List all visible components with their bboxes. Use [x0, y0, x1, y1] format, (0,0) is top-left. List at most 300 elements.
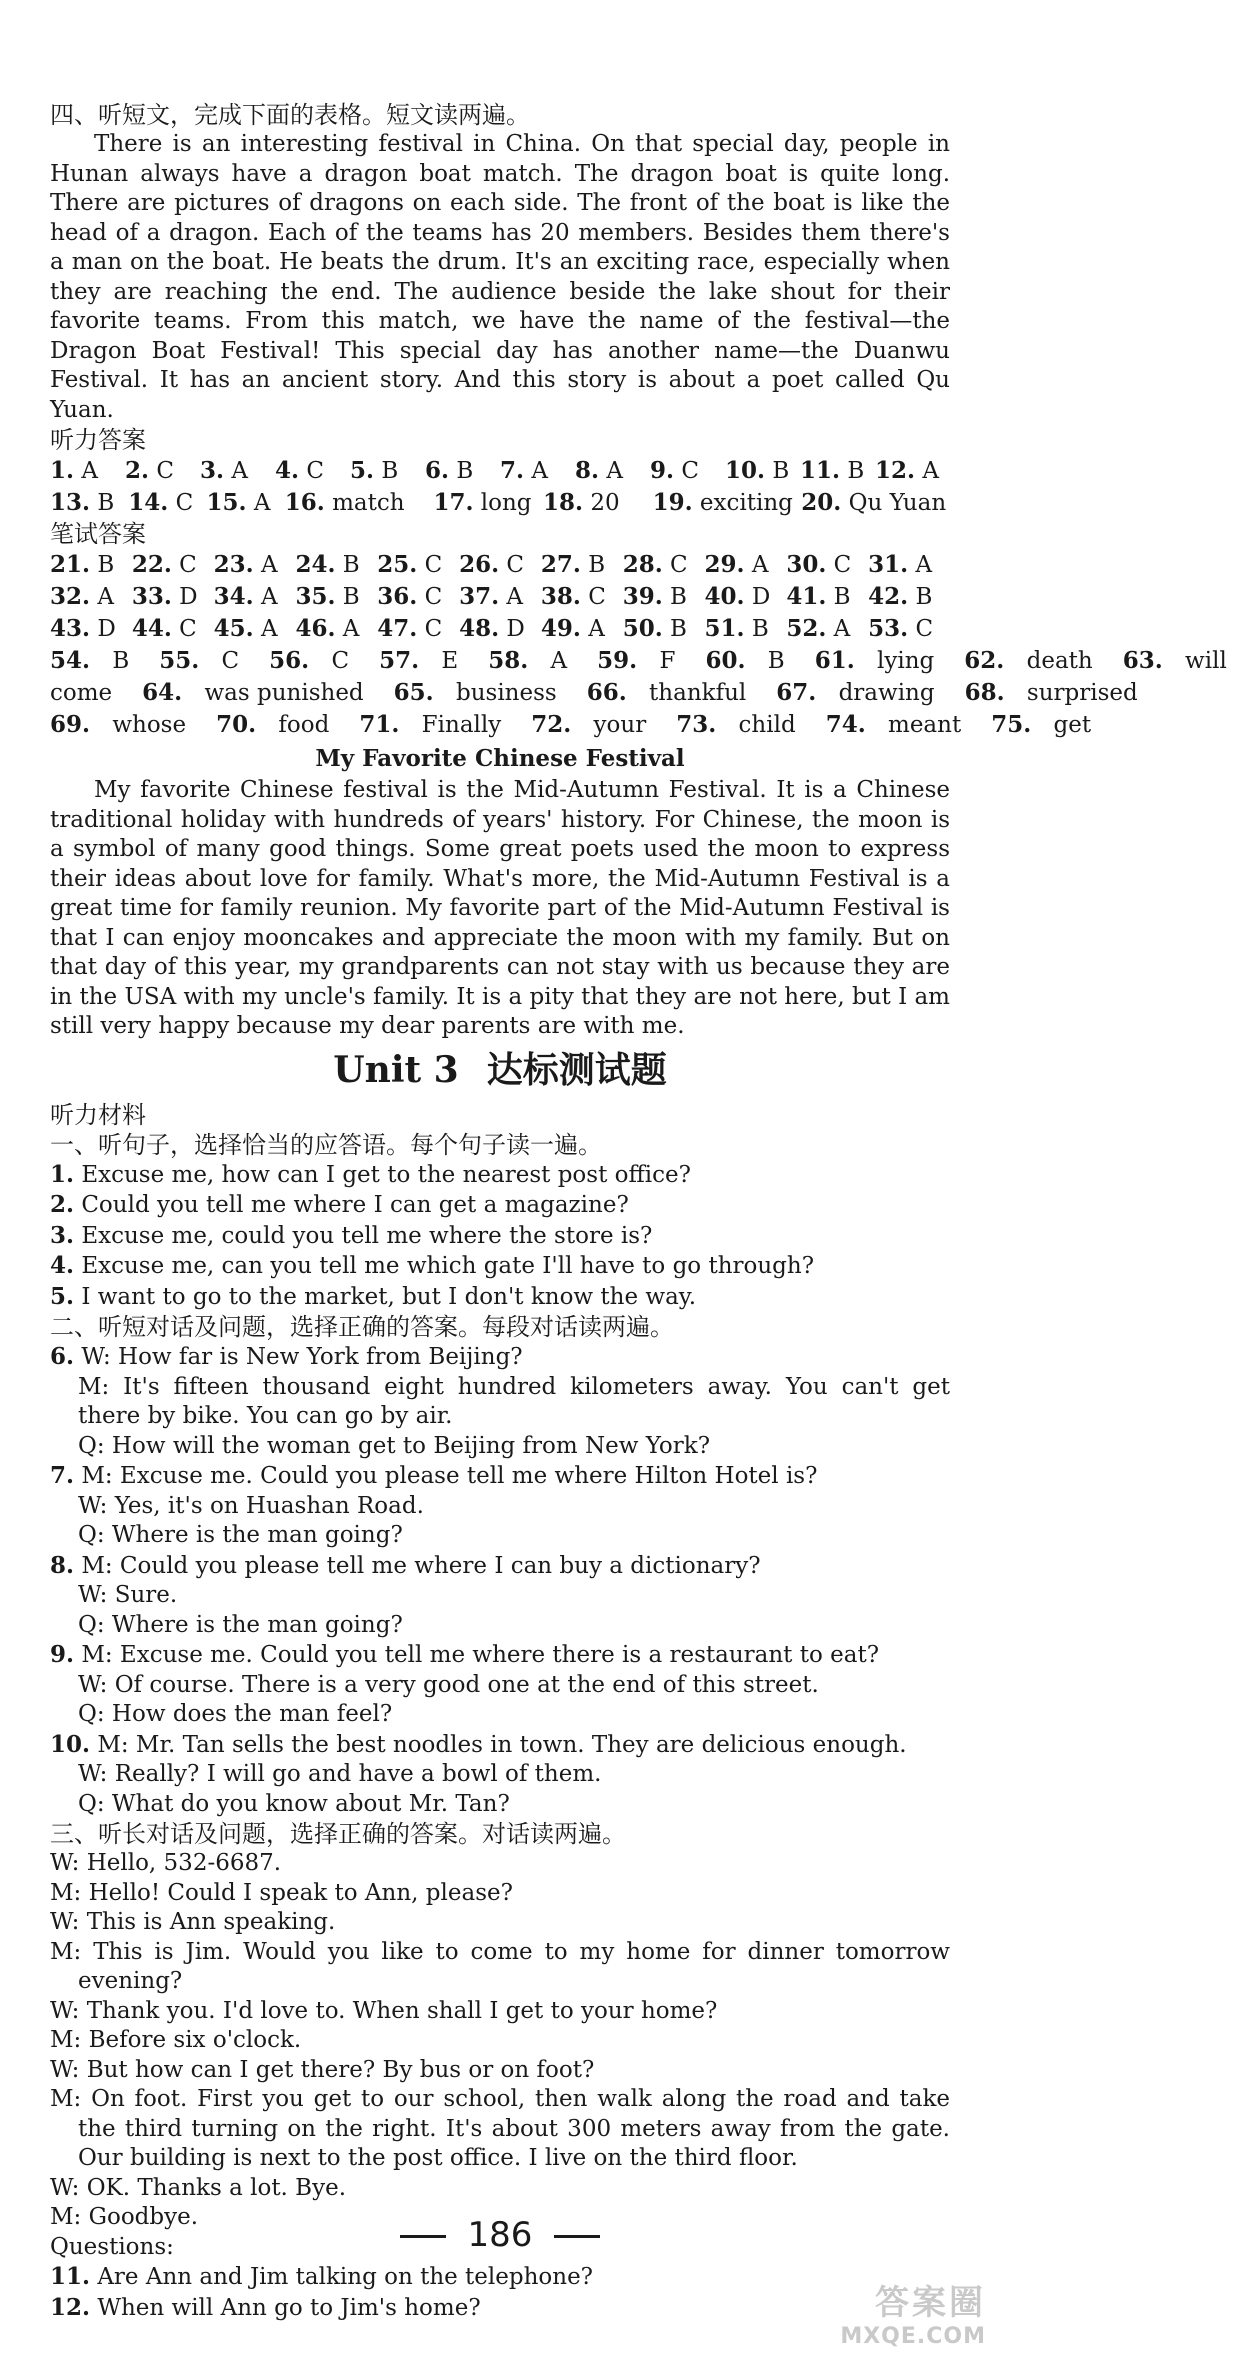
- dialog-line: [50, 1730, 950, 1761]
- answer-value: B: [840, 458, 865, 484]
- answer-value: C: [214, 648, 240, 674]
- answer-item: [801, 487, 950, 519]
- part2-heading: 二、听短对话及问题，选择正确的答案。每段对话读两遍。: [50, 1313, 674, 1341]
- answer-item: [132, 549, 214, 581]
- dialog-line: M: This is Jim. Would you like to come to my home for dinner tomorrow evening?: [50, 1938, 950, 1994]
- answer-number: 57.: [379, 647, 420, 674]
- item-text: I want to go to the market, but I don't know the way.: [74, 1283, 697, 1310]
- answer-number: 74.: [825, 711, 866, 738]
- answer-number: 47.: [377, 615, 418, 642]
- answer-value: A: [543, 648, 568, 674]
- answer-value: get: [1046, 712, 1092, 738]
- answer-number: 58.: [488, 647, 529, 674]
- answer-item: [132, 581, 214, 613]
- dialog-text: Q: What do you know about Mr. Tan?: [78, 1790, 510, 1817]
- answer-item: [725, 455, 800, 487]
- written-answers-row-4: [50, 645, 1227, 677]
- answer-item: [500, 455, 575, 487]
- watermark: [840, 2275, 986, 2349]
- part3-dialog: [50, 1849, 950, 2233]
- answer-value: surprised: [1019, 680, 1138, 706]
- answer-value: B: [662, 616, 687, 642]
- unit3-title: [50, 1044, 950, 1096]
- answer-value: B: [908, 584, 933, 610]
- item-number: 11.: [50, 2263, 91, 2290]
- dialog-line: [50, 1790, 950, 1820]
- answer-value: B: [760, 648, 785, 674]
- answer-number: 44.: [131, 615, 172, 642]
- answer-value: C: [417, 584, 443, 610]
- answer-number: 46.: [295, 615, 336, 642]
- questions-list: [50, 2262, 950, 2323]
- item-text: Excuse me, could you tell me where the store is?: [74, 1222, 653, 1249]
- listening-answers-row-1: [50, 455, 950, 487]
- dialog-line: W: Hello, 532-6687.: [50, 1850, 282, 1876]
- answer-item: [379, 648, 473, 674]
- dialog-number: 7.: [50, 1462, 75, 1489]
- answer-item: [623, 549, 705, 581]
- answer-value: E: [434, 648, 459, 674]
- part1-list: [50, 1160, 950, 1313]
- answer-value: food: [271, 712, 330, 738]
- answer-item: [488, 648, 582, 674]
- answer-value: A: [335, 616, 360, 642]
- answer-value: B: [90, 552, 115, 578]
- answer-value: C: [908, 616, 934, 642]
- answer-item: [285, 487, 434, 519]
- answer-value: A: [253, 616, 278, 642]
- dialog-text: W: Yes, it's on Huashan Road.: [78, 1492, 424, 1519]
- answer-item: [705, 581, 787, 613]
- answer-value: B: [90, 490, 115, 516]
- answer-number: 59.: [597, 647, 638, 674]
- answer-item: [214, 549, 296, 581]
- listening-answers-label: 听力答案: [50, 426, 146, 454]
- item-number: 4.: [50, 1252, 75, 1279]
- answer-item: [377, 581, 459, 613]
- answer-item: [653, 487, 802, 519]
- page-number-dash-left: [400, 2235, 446, 2238]
- page-number: [0, 2215, 1000, 2255]
- answer-item: [377, 613, 459, 645]
- answer-number: 32.: [50, 583, 91, 610]
- answer-value: D: [744, 584, 771, 610]
- answer-item: [650, 455, 725, 487]
- answer-item: [425, 455, 500, 487]
- dialog-number: 10.: [50, 1730, 91, 1758]
- answer-item: [295, 581, 377, 613]
- answer-value: F: [652, 648, 676, 674]
- answer-item: [295, 549, 377, 581]
- answer-item: [459, 581, 541, 613]
- answer-value: A: [253, 552, 278, 578]
- answer-item: [543, 487, 653, 519]
- answer-item: [207, 487, 285, 519]
- answer-item: [705, 648, 799, 674]
- dialog-line: [50, 1611, 950, 1641]
- answer-value: B: [449, 458, 474, 484]
- answer-item: [132, 613, 214, 645]
- answer-number: 19.: [652, 489, 693, 516]
- answer-number: 50.: [622, 615, 663, 642]
- answer-item: [541, 613, 623, 645]
- answer-value: A: [599, 458, 623, 484]
- dialog-text: M: Excuse me. Could you please tell me where Hilton Hotel is?: [74, 1463, 818, 1489]
- dialog-line: W: Thank you. I'd love to. When shall I get to your home?: [50, 1997, 718, 2024]
- answer-item: [50, 455, 125, 487]
- answer-number: 7.: [500, 457, 525, 484]
- answer-item: [965, 680, 1153, 706]
- dialog-line: W: But how can I get there? By bus or on foot?: [50, 2056, 595, 2083]
- answer-value: A: [580, 616, 605, 642]
- dialog-line: [50, 1581, 950, 1611]
- answer-number: 4.: [275, 457, 300, 484]
- answer-number: 16.: [284, 489, 325, 516]
- answer-number: 56.: [269, 647, 310, 674]
- answer-item: [868, 581, 950, 613]
- answer-number: 33.: [131, 583, 172, 610]
- answer-number: 39.: [622, 583, 663, 610]
- answer-item: [868, 613, 950, 645]
- answer-value: B: [335, 552, 360, 578]
- essay-body: My favorite Chinese festival is the Mid-Autumn Festival. It is a Chinese traditional holiday with hundreds of years' history. For Chinese, the moon is a symbol of many good things. Some great poets used the moon to express their ideas about love for family. What's more, the Mid-Autumn Festival is a great time for family reunion. My favorite part of the Mid-Autumn Festival is that I can enjoy mooncakes and appreciate the moon with my family. But on that day of this year, my grandparents can not stay with us because they are in the USA with my uncle's family. It is a pity that they are not here, but I am still very happy because my dear parents are with me.: [50, 777, 950, 1039]
- answer-item: [216, 712, 344, 738]
- dialog-text: Q: How will the woman get to Beijing from New York?: [78, 1432, 711, 1459]
- answer-value: Finally: [414, 712, 502, 738]
- dialog-line: [50, 1342, 950, 1373]
- answer-number: 40.: [704, 583, 745, 610]
- answer-item: [459, 549, 541, 581]
- answer-value: D: [90, 616, 116, 642]
- answer-value: business: [448, 680, 557, 706]
- dialog-line: [50, 1373, 950, 1432]
- answer-item: [800, 455, 875, 487]
- answer-number: 65.: [393, 679, 434, 706]
- answer-number: 73.: [676, 711, 717, 738]
- dialog-line: [50, 1671, 950, 1701]
- item-text: Excuse me, can you tell me which gate I'll have to go through?: [74, 1253, 815, 1279]
- written-answers-row-3: [50, 613, 950, 645]
- written-answers-row-1: [50, 549, 950, 581]
- page-content: [50, 100, 1227, 2323]
- written-answers-label: 笔试答案: [50, 520, 146, 548]
- answer-number: 22.: [131, 551, 172, 578]
- answer-value: A: [826, 616, 851, 642]
- answer-number: 61.: [814, 647, 855, 674]
- answer-item: [269, 648, 364, 674]
- dialog-text: Q: Where is the man going?: [78, 1522, 403, 1548]
- question-item: [50, 2262, 950, 2293]
- answer-item: [128, 487, 206, 519]
- answer-number: 11.: [800, 457, 841, 484]
- answer-number: 69.: [50, 711, 91, 738]
- answer-number: 6.: [425, 457, 450, 484]
- sentence-item: [50, 1282, 950, 1313]
- answer-number: 27.: [540, 551, 581, 578]
- written-answers-row-6: [50, 709, 1092, 741]
- section4-passage: There is an interesting festival in China. On that special day, people in Hunan always have a dragon boat match. The dragon boat is quite long. There are pictures of dragons on each side. The front of the boat is like the head of a dragon. Each of the teams has 20 members. Besides them there's a man on the boat. He beats the drum. It's an exciting race, especially when they are reaching the end. The audience beside the lake shout for their favorite teams. From this match, we have the name of the festival—the Dragon Boat Festival! This special day has another name—the Duanwu Festival. It has an ancient story. And this story is about a poet called Qu Yuan.: [50, 131, 950, 423]
- answer-value: match: [324, 490, 405, 516]
- answer-item: [459, 613, 541, 645]
- answer-item: [377, 549, 459, 581]
- answer-value: long: [473, 490, 532, 516]
- answer-item: [50, 581, 132, 613]
- dialog-number: 9.: [50, 1641, 75, 1668]
- answer-value: A: [224, 458, 248, 484]
- dialog-text: M: It's fifteen thousand eight hundred kilometers away. You can't get there by bike. You can go by air.: [78, 1373, 950, 1429]
- dialog-line: [50, 1551, 950, 1582]
- answer-item: [575, 455, 650, 487]
- answer-item: [142, 680, 379, 706]
- answer-number: 75.: [991, 711, 1032, 738]
- answer-number: 29.: [704, 551, 745, 578]
- answer-number: 34.: [213, 583, 254, 610]
- answer-item: [868, 549, 950, 581]
- dialog-text: M: Could you please tell me where I can buy a dictionary?: [74, 1552, 761, 1579]
- answer-value: 20: [583, 490, 620, 516]
- answer-number: 17.: [433, 489, 474, 516]
- watermark-logo: 答案圈: [875, 2283, 986, 2323]
- answer-number: 18.: [543, 489, 584, 516]
- answer-item: [964, 648, 1107, 674]
- answer-number: 28.: [622, 551, 663, 578]
- answer-value: B: [335, 584, 360, 610]
- answer-item: [1123, 648, 1242, 674]
- answer-value: A: [74, 458, 98, 484]
- answer-item: [597, 648, 690, 674]
- answer-number: 2.: [125, 457, 150, 484]
- answer-item: [541, 549, 623, 581]
- unit3-title-cn: 达标测试题: [486, 1048, 667, 1091]
- answer-number: 54.: [50, 647, 91, 674]
- answer-item: [394, 680, 572, 706]
- answer-item: [623, 613, 705, 645]
- answer-item: [50, 648, 144, 674]
- dialog-line: [50, 1492, 950, 1522]
- part3-heading: 三、听长对话及问题，选择正确的答案。对话读两遍。: [50, 1820, 626, 1848]
- answer-item: [275, 455, 350, 487]
- dialog-text: M: Excuse me. Could you tell me where there is a restaurant to eat?: [74, 1642, 880, 1668]
- dialog-number: 6.: [50, 1343, 75, 1370]
- answer-value: B: [580, 552, 606, 578]
- answer-item: [50, 680, 127, 706]
- item-text: When will Ann go to Jim's home?: [90, 2294, 481, 2321]
- sentence-item: [50, 1160, 950, 1191]
- answer-number: 23.: [213, 551, 254, 578]
- answer-value: A: [744, 552, 769, 578]
- answer-value: C: [826, 552, 852, 578]
- dialog-line: W: This is Ann speaking.: [50, 1909, 336, 1935]
- answer-value: Qu Yuan: [841, 490, 947, 516]
- dialog-line: M: On foot. First you get to our school, then walk along the road and take the third turning on the right. It's about 300 meters away from the gate. Our building is next to the post office. I live on the third floor.: [50, 2086, 950, 2171]
- item-text: Could you tell me where I can get a magazine?: [74, 1192, 629, 1218]
- questions-label: Questions:: [50, 2233, 174, 2260]
- answer-number: 1.: [50, 457, 75, 484]
- dialog-line: M: Hello! Could I speak to Ann, please?: [50, 1879, 513, 1906]
- answer-item: [50, 487, 128, 519]
- unit3-title-en: Unit 3: [333, 1048, 459, 1091]
- answer-number: 66.: [586, 679, 627, 706]
- dialog-line: M: Before six o'clock.: [50, 2027, 302, 2053]
- answer-number: 20.: [801, 489, 842, 516]
- answer-value: C: [417, 616, 443, 642]
- answer-number: 21.: [50, 551, 91, 578]
- answer-number: 49.: [540, 615, 581, 642]
- item-number: 3.: [50, 1221, 75, 1249]
- answer-number: 55.: [159, 647, 200, 674]
- answer-value: A: [246, 490, 271, 516]
- answer-number: 67.: [776, 679, 817, 706]
- answer-value: B: [826, 584, 851, 610]
- dialog-text: Q: How does the man feel?: [78, 1701, 393, 1727]
- dialog-text: W: Really? I will go and have a bowl of them.: [78, 1761, 602, 1787]
- answer-number: 71.: [359, 711, 400, 738]
- answer-number: 52.: [786, 615, 827, 642]
- answer-item: [776, 680, 949, 706]
- answer-number: 45.: [213, 615, 254, 642]
- item-text: Excuse me, how can I get to the nearest post office?: [74, 1161, 691, 1188]
- answer-number: 64.: [142, 679, 183, 706]
- answer-item: [705, 613, 787, 645]
- answer-number: 12.: [875, 457, 916, 484]
- answer-value: B: [374, 458, 399, 484]
- answer-item: [991, 712, 1106, 738]
- dialog-line: [50, 1432, 950, 1462]
- answer-value: A: [908, 552, 933, 578]
- listening-materials-label: 听力材料: [50, 1100, 146, 1129]
- item-number: 12.: [50, 2293, 91, 2321]
- answer-value: come: [50, 680, 113, 706]
- answer-value: D: [499, 616, 525, 642]
- answer-number: 26.: [459, 551, 500, 578]
- answer-value: B: [105, 648, 130, 674]
- answer-number: 15.: [206, 489, 247, 516]
- answer-item: [200, 455, 275, 487]
- item-number: 1.: [50, 1160, 75, 1188]
- answer-number: 37.: [459, 583, 500, 610]
- answer-number: 31.: [868, 551, 909, 578]
- answer-value: lying: [869, 648, 935, 674]
- item-text: Are Ann and Jim talking on the telephone?: [90, 2264, 594, 2290]
- answer-number: 72.: [531, 711, 572, 738]
- sentence-item: [50, 1221, 950, 1252]
- answer-item: [295, 613, 377, 645]
- answer-item: [531, 712, 661, 738]
- answer-item: [541, 581, 623, 613]
- answer-number: 8.: [575, 457, 600, 484]
- answer-value: was punished: [197, 680, 364, 706]
- written-answers-row-5: [50, 677, 1138, 709]
- answer-number: 13.: [50, 489, 91, 516]
- answer-value: C: [662, 552, 688, 578]
- dialog-line: W: OK. Thanks a lot. Bye.: [50, 2174, 347, 2201]
- page-number-text: 186: [467, 2215, 533, 2255]
- answer-value: thankful: [641, 680, 747, 706]
- answer-value: meant: [880, 712, 962, 738]
- item-number: 2.: [50, 1191, 75, 1218]
- answer-value: A: [915, 458, 939, 484]
- answer-value: B: [662, 584, 687, 610]
- answer-number: 43.: [50, 615, 91, 642]
- answer-value: C: [299, 458, 324, 484]
- answer-number: 5.: [350, 457, 375, 484]
- answer-value: your: [586, 712, 647, 738]
- answer-item: [214, 613, 296, 645]
- page-number-dash-right: [554, 2235, 600, 2238]
- answer-number: 30.: [786, 551, 827, 578]
- essay-title: My Favorite Chinese Festival: [315, 745, 685, 772]
- answer-value: C: [168, 490, 194, 516]
- answer-number: 38.: [540, 583, 581, 610]
- answer-value: death: [1019, 648, 1093, 674]
- written-answers-row-2: [50, 581, 950, 613]
- item-number: 5.: [50, 1282, 75, 1310]
- answer-value: C: [674, 458, 699, 484]
- answer-number: 24.: [295, 551, 336, 578]
- dialog-line: [50, 1521, 950, 1551]
- dialog-line: [50, 1700, 950, 1730]
- answer-item: [786, 613, 868, 645]
- answer-item: [676, 712, 810, 738]
- sentence-item: [50, 1251, 950, 1282]
- answer-item: [50, 549, 132, 581]
- answer-item: [587, 680, 762, 706]
- answer-item: [50, 712, 201, 738]
- answer-item: [50, 613, 132, 645]
- answer-item: [875, 455, 950, 487]
- answer-number: 36.: [377, 583, 418, 610]
- part2-list: [50, 1342, 950, 1819]
- dialog-line: [50, 1760, 950, 1790]
- watermark-url: MXQE.COM: [840, 2324, 986, 2349]
- answer-item: [159, 648, 254, 674]
- answer-item: [815, 648, 950, 674]
- answer-value: C: [499, 552, 525, 578]
- answer-value: B: [765, 458, 790, 484]
- question-item: [50, 2293, 950, 2324]
- answer-item: [214, 581, 296, 613]
- answer-value: A: [524, 458, 548, 484]
- dialog-line: [50, 1461, 950, 1492]
- answer-item: [826, 712, 977, 738]
- answer-number: 51.: [704, 615, 745, 642]
- answer-value: A: [499, 584, 524, 610]
- answer-number: 25.: [377, 551, 418, 578]
- dialog-text: M: Mr. Tan sells the best noodles in town. They are delicious enough.: [90, 1731, 907, 1758]
- answer-number: 10.: [725, 457, 766, 484]
- answer-number: 42.: [868, 583, 909, 610]
- dialog-text: W: Sure.: [78, 1582, 178, 1608]
- dialog-line: [50, 1640, 950, 1671]
- answer-value: C: [580, 584, 606, 610]
- dialog-text: Q: Where is the man going?: [78, 1611, 403, 1638]
- answer-value: C: [417, 552, 443, 578]
- answer-number: 63.: [1122, 647, 1163, 674]
- dialog-line: M: Goodbye.: [50, 2204, 199, 2230]
- answer-value: D: [171, 584, 198, 610]
- answer-value: A: [253, 584, 278, 610]
- answer-number: 48.: [459, 615, 500, 642]
- answer-number: 62.: [964, 647, 1005, 674]
- answer-item: [786, 549, 868, 581]
- answer-number: 35.: [295, 583, 336, 610]
- answer-value: drawing: [831, 680, 935, 706]
- answer-value: will: [1177, 648, 1227, 674]
- dialog-text: W: How far is New York from Beijing?: [74, 1344, 523, 1370]
- answer-item: [359, 712, 516, 738]
- part1-heading: 一、听句子，选择恰当的应答语。每个句子读一遍。: [50, 1130, 602, 1159]
- answer-number: 14.: [128, 489, 169, 516]
